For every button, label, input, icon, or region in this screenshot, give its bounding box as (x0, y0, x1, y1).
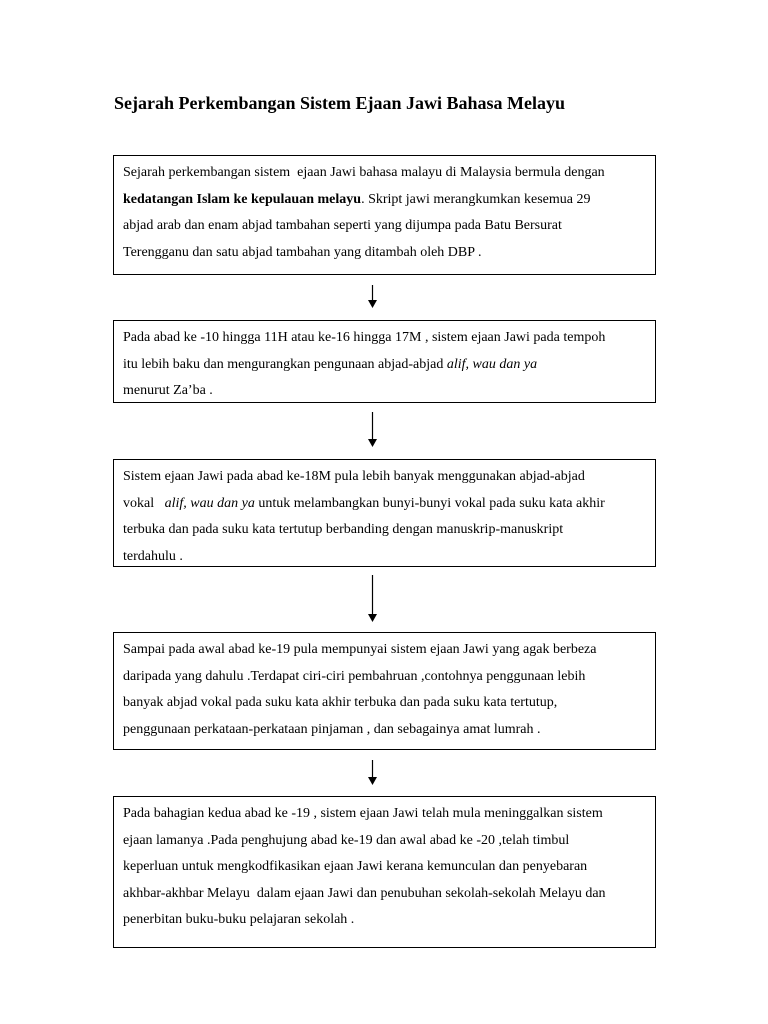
text-line (123, 213, 647, 240)
down-arrow-icon (364, 285, 381, 309)
text-segment: daripada yang dahulu .Terdapat ciri-ciri pembahruan ,contohnya penggunaan lebih (123, 668, 586, 684)
text-segment: menurut Za’ba . (123, 383, 213, 398)
text-segment: untuk melambangkan bunyi-bunyi vokal pada suku kata akhir (254, 495, 605, 511)
text-segment: keperluan untuk mengkodfikasikan ejaan Jawi kerana kemunculan dan penyebaran (123, 859, 588, 874)
bold-text: kedatangan Islam ke kepulauan melayu (123, 191, 362, 207)
text-line (123, 881, 647, 908)
italic-text: alif, wau dan ya (164, 495, 255, 511)
text-line (123, 854, 647, 881)
text-box-5 (113, 796, 656, 948)
text-line (123, 464, 647, 491)
text-segment: abjad arab dan enam abjad tambahan seperti yang dijumpa pada Batu Bersurat (123, 218, 562, 233)
text-line (123, 664, 647, 691)
text-line (123, 544, 647, 571)
text-segment: Pada abad ke -10 hingga 11H atau ke-16 hingga 17M , sistem ejaan Jawi pada tempoh (123, 330, 606, 345)
down-arrow-icon (364, 760, 381, 786)
text-segment: Terengganu dan satu abjad tambahan yang ditambah oleh DBP . (123, 244, 482, 260)
page-title: Sejarah Perkembangan Sistem Ejaan Jawi Bahasa Melayu (114, 93, 566, 113)
text-segment: itu lebih baku dan mengurangkan pengunaan abjad-abjad (123, 356, 447, 372)
text-box-4 (113, 632, 656, 750)
text-line (123, 637, 647, 664)
text-line (123, 352, 647, 379)
text-segment: vokal (123, 495, 165, 511)
text-line (123, 240, 647, 267)
text-line (123, 717, 647, 744)
paragraph (123, 160, 647, 266)
text-segment: penggunaan perkataan-perkataan pinjaman , dan sebagainya amat lumrah . (123, 721, 541, 737)
text-segment: akhbar-akhbar Melayu dalam ejaan Jawi dan penubuhan sekolah-sekolah Melayu dan (123, 885, 606, 901)
text-line (123, 378, 647, 405)
paragraph (123, 464, 647, 570)
text-segment: Sejarah perkembangan sistem ejaan Jawi bahasa malayu di Malaysia bermula dengan (123, 165, 605, 180)
text-line (123, 517, 647, 544)
text-line (123, 160, 647, 187)
text-line (123, 325, 647, 352)
text-segment: Sistem ejaan Jawi pada abad ke-18M pula lebih banyak menggunakan abjad-abjad (123, 469, 585, 484)
text-line (123, 491, 647, 518)
text-line (123, 187, 647, 214)
paragraph (123, 801, 647, 934)
down-arrow-icon (364, 575, 381, 623)
text-line (123, 907, 647, 934)
text-line (123, 801, 647, 828)
paragraph (123, 637, 647, 743)
text-box-1 (113, 155, 656, 275)
text-line (123, 828, 647, 855)
text-segment: terdahulu . (123, 548, 183, 564)
text-line (123, 690, 647, 717)
text-box-2 (113, 320, 656, 403)
text-segment: penerbitan buku-buku pelajaran sekolah . (123, 912, 355, 927)
text-segment: Sampai pada awal abad ke-19 pula mempunyai sistem ejaan Jawi yang agak berbeza (123, 642, 597, 657)
italic-text: alif, wau dan ya (446, 356, 538, 372)
down-arrow-icon (364, 412, 381, 448)
text-segment: ejaan lamanya .Pada penghujung abad ke-19 dan awal abad ke -20 ,telah timbul (123, 832, 570, 848)
text-segment: banyak abjad vokal pada suku kata akhir terbuka dan pada suku kata tertutup, (123, 695, 558, 710)
text-segment: Pada bahagian kedua abad ke -19 , sistem ejaan Jawi telah mula meninggalkan sistem (123, 806, 603, 821)
text-segment: . Skript jawi merangkumkan kesemua 29 (361, 191, 591, 207)
text-segment: terbuka dan pada suku kata tertutup berbanding dengan manuskrip-manuskript (123, 522, 564, 537)
paragraph (123, 325, 647, 405)
text-box-3 (113, 459, 656, 567)
